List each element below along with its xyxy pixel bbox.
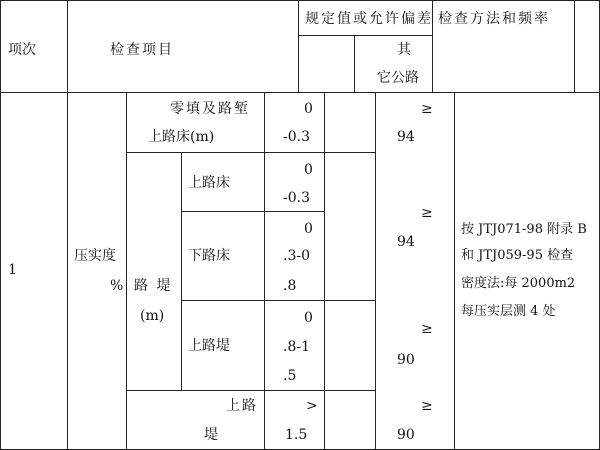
- lower-bed-label: 下路床: [188, 248, 230, 264]
- lower-bed-range-2: .3-0: [283, 248, 310, 264]
- bed-value-1: ≥: [421, 205, 433, 221]
- header-check-item: 检查项目: [110, 42, 174, 58]
- embankment-label: 路 堤: [134, 278, 173, 294]
- lower-emb-label-2: 堤: [204, 427, 218, 443]
- lower-emb-label-1: 上路: [226, 398, 258, 414]
- upper-emb-range-2: .8-1: [283, 339, 310, 355]
- header-other-road-2: 它公路: [377, 70, 419, 86]
- header-method: 检查方法和频率: [438, 11, 550, 27]
- item-name: 压实度: [74, 248, 116, 264]
- zero-fill-label-2: 上路床(m): [148, 129, 215, 145]
- method-line-4: 每压实层测 4 处: [461, 304, 556, 319]
- item-unit: %: [110, 278, 124, 294]
- method-line-2: 和 JTJ059-95 检查: [461, 248, 574, 263]
- header-tolerance: 规定值或允许偏差: [305, 11, 433, 27]
- upper-emb-range-1: 0: [304, 310, 313, 326]
- upper-emb-value-2: 90: [397, 352, 415, 368]
- zero-fill-range-2: -0.3: [283, 129, 310, 145]
- lower-emb-value-1: ≥: [421, 398, 433, 414]
- bed-value-2: 94: [397, 234, 415, 250]
- lower-bed-range-1: 0: [304, 221, 313, 237]
- lower-emb-value-2: 90: [397, 427, 415, 443]
- header-other-road-1: 其: [397, 42, 411, 58]
- zero-fill-value-2: 94: [397, 129, 415, 145]
- lower-emb-range-1: >: [306, 398, 318, 414]
- upper-emb-range-3: .5: [283, 368, 297, 384]
- lower-bed-range-3: .8: [283, 278, 297, 294]
- upper-emb-label: 上路堤: [188, 338, 230, 354]
- upper-bed-label: 上路床: [188, 175, 230, 191]
- upper-emb-value-1: ≥: [421, 321, 433, 337]
- method-line-1: 按 JTJ071-98 附录 B: [461, 222, 587, 237]
- header-item-no: 项次: [8, 42, 36, 58]
- upper-bed-range-2: -0.3: [283, 190, 310, 206]
- zero-fill-label-1: 零填及路堑: [170, 101, 250, 117]
- item-number: 1: [8, 262, 17, 278]
- lower-emb-range-2: 1.5: [285, 427, 308, 443]
- upper-bed-range-1: 0: [304, 162, 313, 178]
- method-line-3: 密度法:每 2000m2: [461, 276, 576, 291]
- zero-fill-value-1: ≥: [421, 101, 433, 117]
- zero-fill-range-1: 0: [304, 101, 313, 117]
- embankment-unit: (m): [140, 308, 165, 324]
